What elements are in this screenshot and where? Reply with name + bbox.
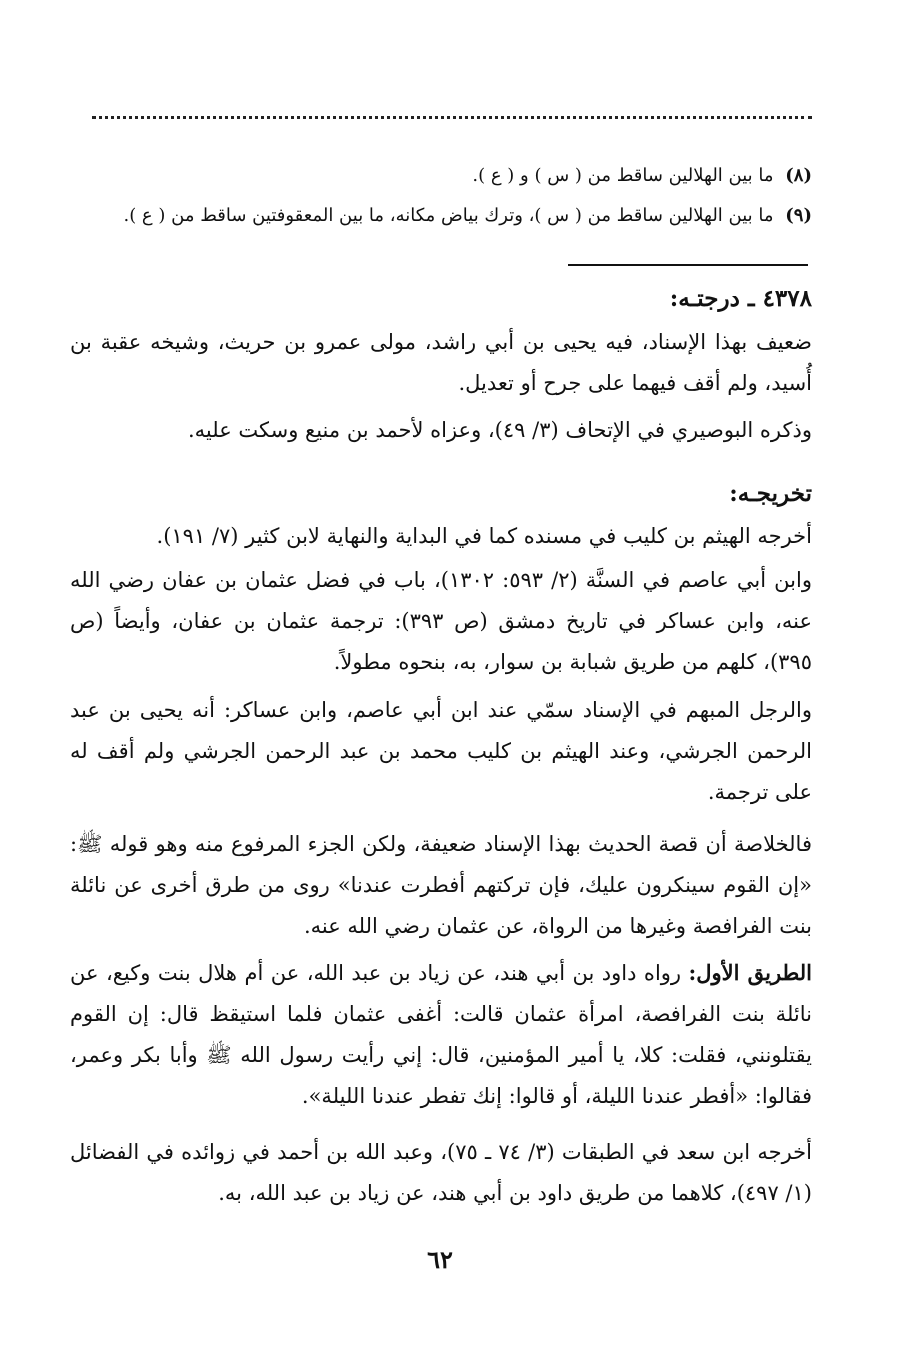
page-number: ٦٢: [427, 1245, 453, 1274]
takhrij-paragraph-2: وابن أبي عاصم في السنَّة (٢/ ٥٩٣: ١٣٠٢)، باب في فضل عثمان بن عفان رضي الله عنه، وابن عساكر في تاريخ دمشق (ص ٣٩٣): ترجمة عثمان بن عفان، وأيضاً (ص ٣٩٥)، كلهم من طريق شبابة بن سوار، به، بنحوه مطولاً.: [70, 568, 812, 674]
grade-heading: ٤٣٧٨ ـ درجتـه:: [669, 285, 812, 312]
grade-paragraph-2: وذكره البوصيري في الإتحاف (٣/ ٤٩)، وعزاه لأحمد بن منيع وسكت عليه.: [187, 418, 812, 442]
footnote-text: ما بين الهلالين ساقط من ( س ) و ( ع ).: [472, 165, 774, 186]
grade-paragraph-1: ضعيف بهذا الإسناد، فيه يحيى بن أبي راشد، مولى عمرو بن حريث، وشيخه عقبة بن أُسيد، ولم أقف فيهما على جرح أو تعديل.: [70, 330, 812, 395]
takhrij-paragraph-3: والرجل المبهم في الإسناد سمّي عند ابن أبي عاصم، وابن عساكر: أنه يحيى بن عبد الرحمن الجرشي، وعند الهيثم بن كليب محمد بن عبد الرحمن الجرشي ولم أقف له على ترجمة.: [70, 698, 812, 804]
first-path-label: الطريق الأول:: [688, 960, 812, 985]
takhrij-paragraph-4: فالخلاصة أن قصة الحديث بهذا الإسناد ضعيفة، ولكن الجزء المرفوع منه وهو قوله ﷺ: «إن القوم سينكرون عليك، فإن تركتهم أفطرت عندنا» روى من طرق أخرى عن نائلة بنت الفرافصة وغيرها من الرواة، عن عثمان رضي الله عنه.: [70, 832, 812, 938]
takhrij-final-paragraph: أخرجه ابن سعد في الطبقات (٣/ ٧٤ ـ ٧٥)، وعبد الله بن أحمد في زوائده في الفضائل (١/ ٤٩٧)، كلاهما من طريق داود بن أبي هند، عن زياد بن عبد الله، به.: [70, 1140, 812, 1205]
footnote-number: (٨): [785, 165, 812, 186]
footnote-8: [102, 164, 812, 188]
dotted-separator: [92, 116, 812, 133]
footnote-text: ما بين الهلالين ساقط من ( س )، وترك بياض مكانه، ما بين المعقوفتين ساقط من ( ع ).: [123, 205, 774, 226]
first-path-paragraph: [70, 952, 812, 1117]
section-rule: [568, 264, 808, 266]
first-path-text: رواه داود بن أبي هند، عن زياد بن عبد الله، عن أم هلال بنت وكيع، عن نائلة بنت الفرافصة، امرأة عثمان قالت: أغفى عثمان فلما استيقظ قال: إن القوم يقتلونني، فقلت: كلا، يا أمير المؤمنين، قال: إني رأيت رسول الله ﷺ وأبا بكر وعمر، فقالوا: «أفطر عندنا الليلة، أو قالوا: إنك تفطر عندنا الليلة».: [70, 961, 812, 1108]
takhrij-heading: تخريجـه:: [729, 480, 812, 507]
takhrij-paragraph-1: أخرجه الهيثم بن كليب في مسنده كما في البداية والنهاية لابن كثير (٧/ ١٩١).: [156, 524, 812, 548]
footnote-9: [102, 204, 812, 228]
footnote-number: (٩): [785, 205, 812, 226]
